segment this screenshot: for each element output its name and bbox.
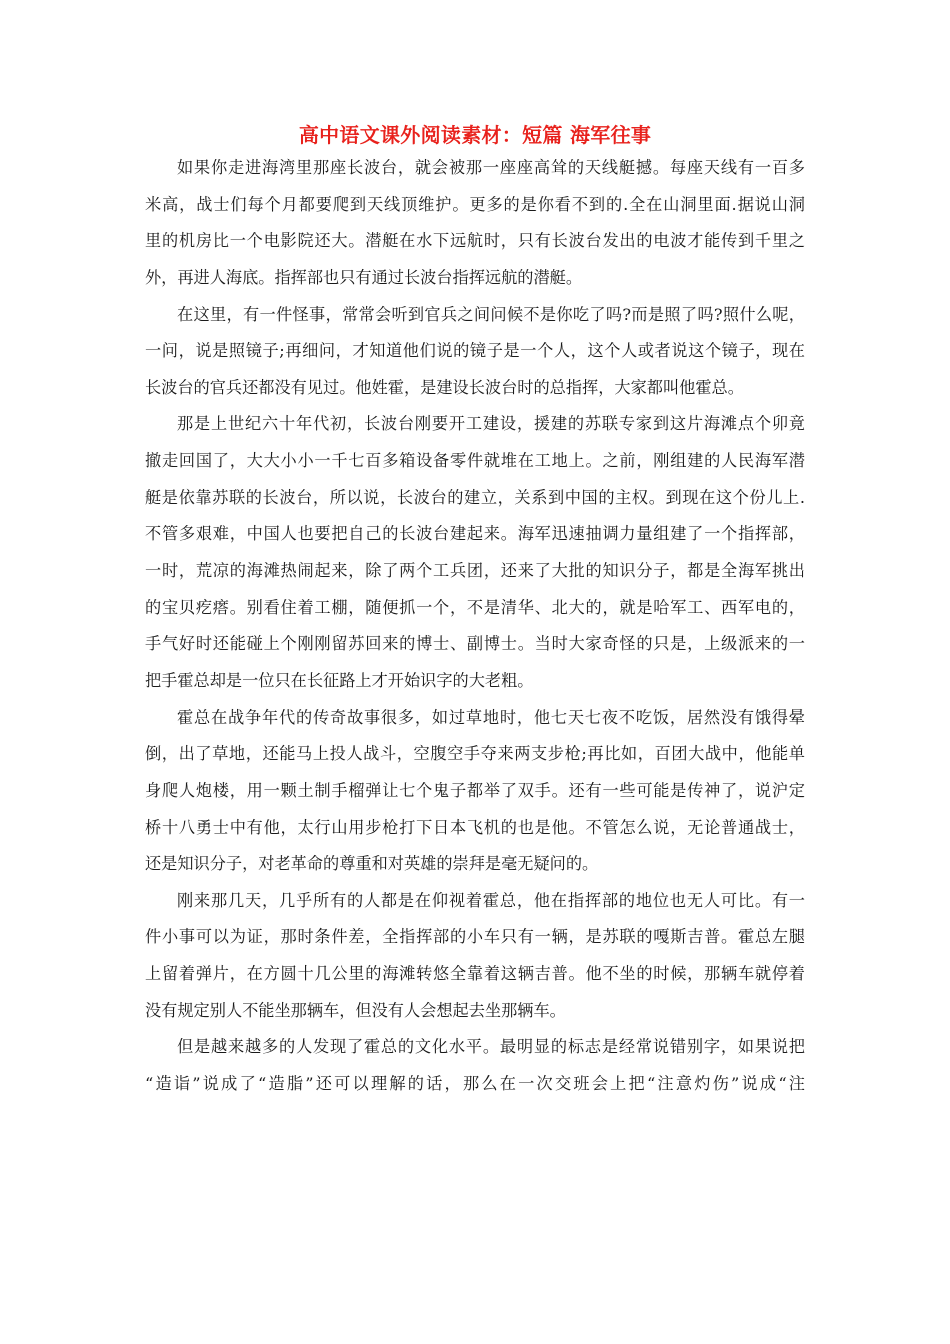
text-line: 里的机房比一个电影院还大。潜艇在水下远航时，只有长波台发出的电波才能传到千里之 [145,231,805,251]
text-line: 的宝贝疙瘩。别看住着工棚，随便抓一个，不是清华、北大的，就是哈军工、西军电的， [145,597,805,617]
text-line: 一时，荒凉的海滩热闹起来，除了两个工兵团，还来了大批的知识分子，都是全海军挑出 [145,561,805,581]
text-line: 身爬人炮楼，用一颗土制手榴弹让七个鬼子都举了双手。还有一些可能是传神了，说沪定 [145,780,805,800]
text-line: 米高，战士们每个月都要爬到天线顶维护。更多的是你看不到的.全在山洞里面.据说山洞 [145,194,805,214]
text-line: 艇是依靠苏联的长波台，所以说，长波台的建立，关系到中国的主权。到现在这个份儿上. [145,487,805,507]
text-line: 但是越来越多的人发现了霍总的文化水平。最明显的标志是经常说错别字，如果说把 [177,1037,805,1057]
text-line: 霍总在战争年代的传奇故事很多，如过草地时，他七天七夜不吃饭，居然没有饿得晕 [177,707,805,727]
text-line: 把手霍总却是一位只在长征路上才开始识字的大老粗。 [145,670,534,690]
article-body [145,150,805,1103]
text-line: 没有规定别人不能坐那辆车，但没有人会想起去坐那辆车。 [145,1000,566,1020]
text-line: 手气好时还能碰上个刚刚留苏回来的博士、副博士。当时大家奇怪的只是，上级派来的一 [145,634,805,654]
text-line: 撤走回国了，大大小小一千七百多箱设备零件就堆在工地上。之前，刚组建的人民海军潜 [145,451,805,471]
text-line: 件小事可以为证，那时条件差，全指挥部的小车只有一辆，是苏联的嘎斯吉普。霍总左腿 [145,927,805,947]
text-line: 在这里，有一件怪事，常常会听到官兵之间问候不是你吃了吗?而是照了吗?照什么呢， [177,304,805,324]
text-line: 桥十八勇士中有他，太行山用步枪打下日本飞机的也是他。不管怎么说，无论普通战士， [145,817,805,837]
text-line: 上留着弹片，在方圆十几公里的海滩转悠全靠着这辆吉普。他不坐的时候，那辆车就停着 [145,964,805,984]
text-line: 倒，出了草地，还能马上投人战斗，空腹空手夺来两支步枪;再比如，百团大战中，他能单 [145,744,805,764]
text-line: 刚来那几天，几乎所有的人都是在仰视着霍总，他在指挥部的地位也无人可比。有一 [177,890,805,910]
text-line: 如果你走进海湾里那座长波台，就会被那一座座高耸的天线艇撼。每座天线有一百多 [177,158,805,177]
text-line: 一问，说是照镜子;再细问，才知道他们说的镜子是一个人，这个人或者说这个镜子，现在 [145,341,805,361]
document-title: 高中语文课外阅读素材：短篇 海军往事 [298,123,652,147]
text-line: 外，再进人海底。指挥部也只有通过长波台指挥远航的潜艇。 [145,267,583,287]
text-line: “造诣”说成了“造脂”还可以理解的话，那么在一次交班会上把“注意灼伤”说成“注 [145,1074,805,1094]
text-line: 还是知识分子，对老革命的尊重和对英雄的崇拜是毫无疑问的。 [145,854,599,874]
text-line: 那是上世纪六十年代初，长波台刚要开工建设，援建的苏联专家到这片海滩点个卯竟 [177,414,805,434]
text-line: 长波台的官兵还都没有见过。他姓霍，是建设长波台时的总指挥，大家都叫他霍总。 [145,377,744,397]
text-line: 不管多艰难，中国人也要把自己的长波台建起来。海军迅速抽调力量组建了一个指挥部， [145,524,805,544]
